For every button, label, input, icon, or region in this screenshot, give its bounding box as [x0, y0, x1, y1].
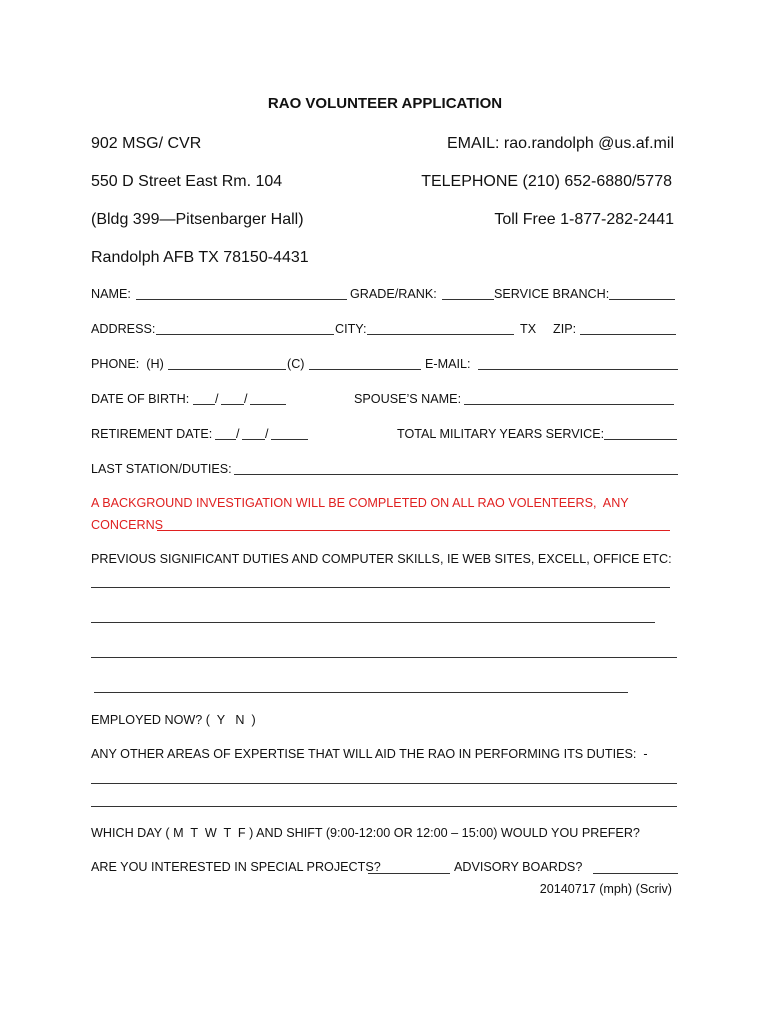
special-projects-label: ARE YOU INTERESTED IN SPECIAL PROJECTS?	[91, 860, 381, 874]
expertise-label: ANY OTHER AREAS OF EXPERTISE THAT WILL AID THE RAO IN PERFORMING ITS DUTIES: -	[91, 747, 648, 761]
dob-separator-1: /	[215, 392, 219, 406]
retirement-month-field[interactable]	[215, 439, 236, 440]
name-field[interactable]	[136, 299, 347, 300]
phone-cell-field[interactable]	[309, 369, 421, 370]
state-label: TX	[520, 322, 537, 336]
special-projects-field[interactable]	[368, 873, 450, 874]
contact-toll-free: Toll Free 1-877-282-2441	[494, 211, 674, 228]
which-day-question: WHICH DAY ( M T W T F ) AND SHIFT (9:00-12:00 OR 12:00 – 15:00) WOULD YOU PREFER?	[91, 826, 640, 840]
building-name: (Bldg 399—Pitsenbarger Hall)	[91, 211, 304, 228]
city-label: CITY:	[335, 322, 367, 336]
zip-field[interactable]	[580, 334, 676, 335]
retirement-label: RETIREMENT DATE:	[91, 427, 213, 441]
employed-question: EMPLOYED NOW? ( Y N )	[91, 713, 256, 727]
previous-duties-line[interactable]	[91, 622, 655, 623]
previous-duties-line[interactable]	[91, 657, 677, 658]
expertise-line[interactable]	[91, 806, 677, 807]
spouse-label: SPOUSE’S NAME:	[354, 392, 462, 406]
contact-email: EMAIL: rao.randolph @us.af.mil	[446, 135, 674, 152]
advisory-boards-field[interactable]	[593, 873, 678, 874]
grade-label: GRADE/RANK:	[350, 287, 437, 301]
retirement-year-field[interactable]	[271, 439, 308, 440]
previous-duties-line[interactable]	[91, 587, 670, 588]
previous-duties-label: PREVIOUS SIGNIFICANT DUTIES AND COMPUTER SKILLS, IE WEB SITES, EXCELL, OFFICE ETC:	[91, 552, 672, 566]
background-warning: A BACKGROUND INVESTIGATION WILL BE COMPLETED ON ALL RAO VOLENTEERS, ANY	[91, 496, 629, 510]
name-label: NAME:	[91, 287, 131, 301]
dob-separator-2: /	[244, 392, 248, 406]
email-field[interactable]	[478, 369, 678, 370]
city-state-zip: Randolph AFB TX 78150-4431	[91, 249, 309, 266]
previous-duties-line[interactable]	[94, 692, 628, 693]
address-label: ADDRESS:	[91, 322, 156, 336]
contact-telephone: TELEPHONE (210) 652-6880/5778	[421, 173, 672, 190]
advisory-boards-label: ADVISORY BOARDS?	[454, 860, 583, 874]
service-branch-label: SERVICE BRANCH:	[494, 287, 610, 301]
concerns-label: CONCERNS	[91, 518, 164, 532]
grade-field[interactable]	[442, 299, 494, 300]
city-field[interactable]	[367, 334, 514, 335]
email-label: E-MAIL:	[425, 357, 471, 371]
street-address: 550 D Street East Rm. 104	[91, 173, 283, 190]
address-field[interactable]	[156, 334, 334, 335]
last-station-field[interactable]	[234, 474, 678, 475]
retirement-day-field[interactable]	[242, 439, 265, 440]
dob-label: DATE OF BIRTH:	[91, 392, 190, 406]
expertise-line[interactable]	[91, 783, 677, 784]
phone-home-label: PHONE: (H)	[91, 357, 164, 371]
zip-label: ZIP:	[553, 322, 577, 336]
concerns-field[interactable]	[157, 530, 670, 531]
spouse-field[interactable]	[464, 404, 674, 405]
service-branch-field[interactable]	[609, 299, 675, 300]
dob-month-field[interactable]	[193, 404, 215, 405]
retirement-separator-1: /	[236, 427, 240, 441]
document-code: 20140717 (mph) (Scriv)	[539, 882, 672, 896]
years-service-field[interactable]	[604, 439, 677, 440]
dob-year-field[interactable]	[250, 404, 286, 405]
years-service-label: TOTAL MILITARY YEARS SERVICE:	[397, 427, 605, 441]
dob-day-field[interactable]	[221, 404, 244, 405]
org-unit: 902 MSG/ CVR	[91, 135, 202, 152]
retirement-separator-2: /	[265, 427, 269, 441]
form-title: RAO VOLUNTEER APPLICATION	[267, 95, 503, 112]
phone-home-field[interactable]	[168, 369, 286, 370]
last-station-label: LAST STATION/DUTIES:	[91, 462, 232, 476]
phone-cell-label: (C)	[287, 357, 305, 371]
